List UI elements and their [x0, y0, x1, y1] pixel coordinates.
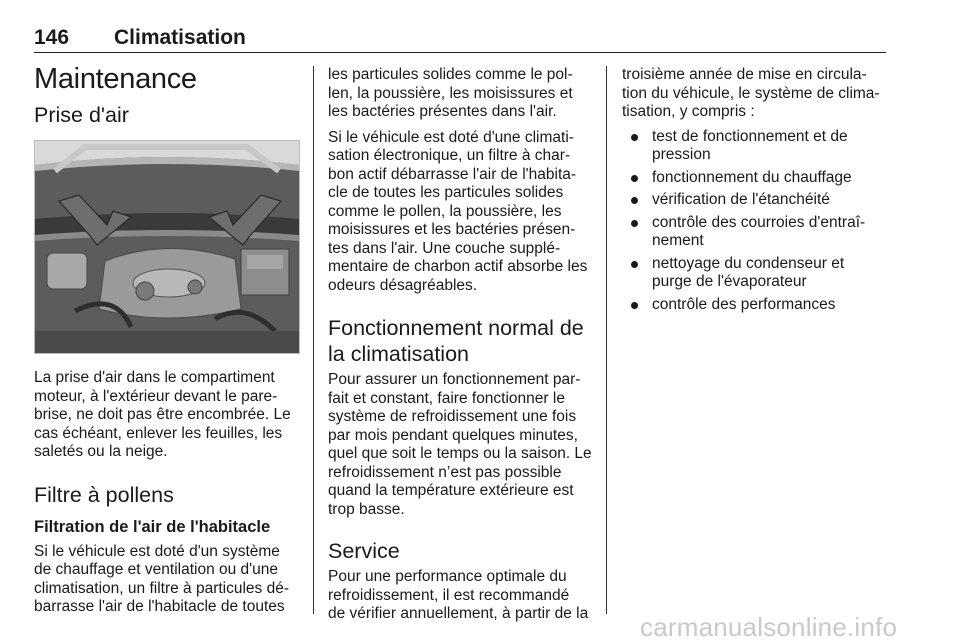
paragraph-service: Pour une performance optimale du refroidissement, il est recommandé de vérifier annuellement, à partir de la: [328, 568, 589, 622]
section-title-maintenance: Maintenance: [34, 63, 197, 95]
section-title-service: Service: [328, 539, 400, 563]
engine-compartment-illustration: [35, 141, 299, 353]
watermark: carmanualsonline.info: [640, 612, 898, 642]
list-item: vérification de l'étanchéité: [622, 191, 888, 210]
paragraph-carbon-filter: Si le véhicule est doté d'une climati- sation électronique, un filtre à char- bon actif débarrasse l'air de l'habita- cle de toutes les particules solides comme le pollen, la poussière, les moisissures et les bactéries présen- tes dans l'air. Une couche supplé- mentaire de charbon actif absorbe les odeurs désagréables.: [328, 128, 588, 294]
subsection-title-cabin-filtration: Filtration de l'air de l'habitacle: [34, 517, 271, 536]
bullet-icon: [631, 134, 638, 141]
column-right: [622, 62, 888, 318]
engine-compartment-photo: [34, 140, 300, 354]
column-left: [34, 62, 300, 617]
chapter-title: Climatisation: [114, 26, 246, 49]
bullet-icon: [631, 197, 638, 204]
list-item: contrôle des courroies d'entraî- nement: [622, 214, 888, 251]
list-item: fonctionnement du chauffage: [622, 169, 888, 188]
bullet-icon: [631, 220, 638, 227]
service-checklist: [622, 128, 888, 315]
section-title-normal-operation: Fonctionnement normal de la climatisation: [328, 316, 584, 366]
section-title-pollen-filter: Filtre à pollens: [34, 482, 174, 507]
bullet-icon: [631, 261, 638, 268]
list-item: contrôle des performances: [622, 296, 888, 315]
paragraph-normal-operation: Pour assurer un fonctionnement par- fait et constant, faire fonctionner le système de refroidissement une fois par mois pendant quelques minutes, quel que soit le temps ou la saison. Le refroidissement n’est pas possible quand la température extérieure est trop basse.: [328, 371, 592, 518]
paragraph-filter: Si le véhicule est doté d'un système de chauffage et ventilation ou d'une climatisation, un filtre à particules dé- barrasse l'air de l'habitacle de toutes: [34, 542, 290, 615]
list-item: nettoyage du condenseur et purge de l'évaporateur: [622, 255, 888, 292]
paragraph-air-intake: La prise d'air dans le compartiment moteur, à l'extérieur devant le pare- brise, ne doit pas être encombrée. Le cas échéant, enlever les feuilles, les saletés ou la neige.: [34, 369, 291, 460]
page-number: 146: [34, 26, 70, 49]
bullet-icon: [631, 175, 638, 182]
column-divider: [606, 66, 607, 614]
column-middle: [328, 62, 592, 624]
bullet-icon: [631, 302, 638, 309]
list-item: test de fonctionnement et de pression: [622, 128, 888, 165]
column-divider: [313, 66, 314, 614]
paragraph-service-continued: troisième année de mise en circula- tion du véhicule, le système de clima- tisation, y compris :: [622, 66, 880, 120]
page-header: [34, 26, 886, 53]
subsection-title-air-intake: Prise d'air: [34, 103, 129, 127]
paragraph-particles: les particules solides comme le pol- len, la poussière, les moisissures et les bactéries présentes dans l'air.: [328, 66, 573, 120]
